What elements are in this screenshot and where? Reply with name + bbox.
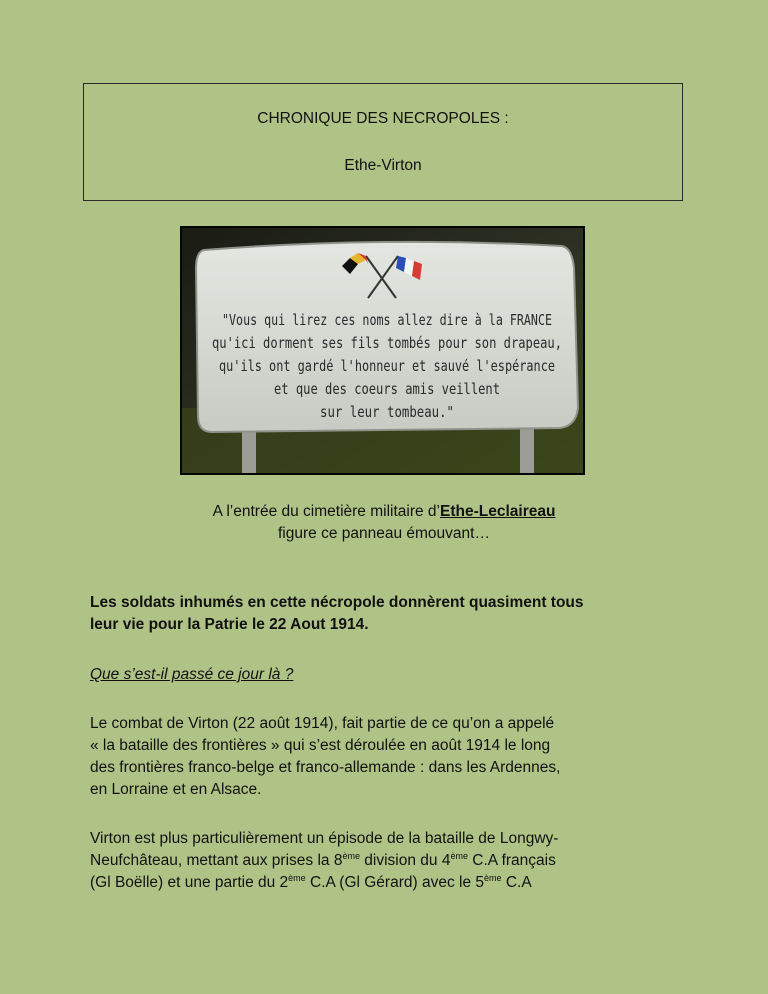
sign-illustration [182, 228, 583, 473]
caption-line-2: figure ce panneau émouvant… [278, 525, 490, 542]
para1-line-1: Le combat de Virton (22 août 1914), fait partie de ce qu’on a appelé [90, 715, 555, 732]
ordinal-superscript: ème [288, 872, 306, 883]
para1-line-4: en Lorraine et en Alsace. [90, 781, 262, 798]
question-heading [90, 664, 690, 686]
intro-line-1: Les soldats inhumés en cette nécropole donnèrent quasiment tous [90, 594, 584, 611]
para1-line-2: « la bataille des frontières » qui s’est déroulée en août 1914 le long [90, 737, 551, 754]
sign-line-5: sur leur tombeau." [320, 403, 454, 421]
ordinal-superscript: ème [450, 850, 468, 861]
sign-line-2: qu'ici dorment ses fils tombés pour son drapeau, [212, 334, 562, 352]
ordinal-superscript: ème [484, 872, 502, 883]
intro-line-2: leur vie pour la Patrie le 22 Aout 1914. [90, 616, 369, 633]
para2-line-3 [90, 872, 690, 894]
sign-line-3: qu'ils ont gardé l'honneur et sauvé l'espérance [219, 357, 555, 375]
sign-line-4: et que des coeurs amis veillent [274, 380, 500, 398]
caption-prefix: A l’entrée du cimetière militaire d’ [212, 503, 440, 520]
para2-line-2-b: division du 4 [359, 852, 451, 869]
para2-line-3-c: C.A [501, 874, 532, 891]
para2-line-2 [90, 850, 690, 872]
page-title: CHRONIQUE DES NECROPOLES : [257, 110, 509, 127]
memorial-sign-photo [180, 226, 585, 475]
para2-line-3-b: C.A (Gl Gérard) avec le 5 [305, 874, 484, 891]
para2-line-2-c: C.A français [467, 852, 556, 869]
page-subtitle: Ethe-Virton [344, 157, 422, 174]
question-text: Que s’est-il passé ce jour là ? [90, 666, 294, 683]
para1-line-3: des frontières franco-belge et franco-allemande : dans les Ardennes, [90, 759, 561, 776]
para2-line-3-a: (Gl Boëlle) et une partie du 2 [90, 874, 289, 891]
caption-line-1 [0, 503, 768, 521]
para2-line-2-a: Neufchâteau, mettant aux prises la 8 [90, 852, 343, 869]
sign-line-1: "Vous qui lirez ces noms allez dire à la FRANCE [222, 311, 552, 329]
ordinal-superscript: ème [342, 850, 360, 861]
title-box [83, 83, 683, 201]
caption-cemetery-name: Ethe-Leclaireau [440, 503, 556, 520]
para2-line-1: Virton est plus particulièrement un épisode de la bataille de Longwy- [90, 830, 559, 847]
